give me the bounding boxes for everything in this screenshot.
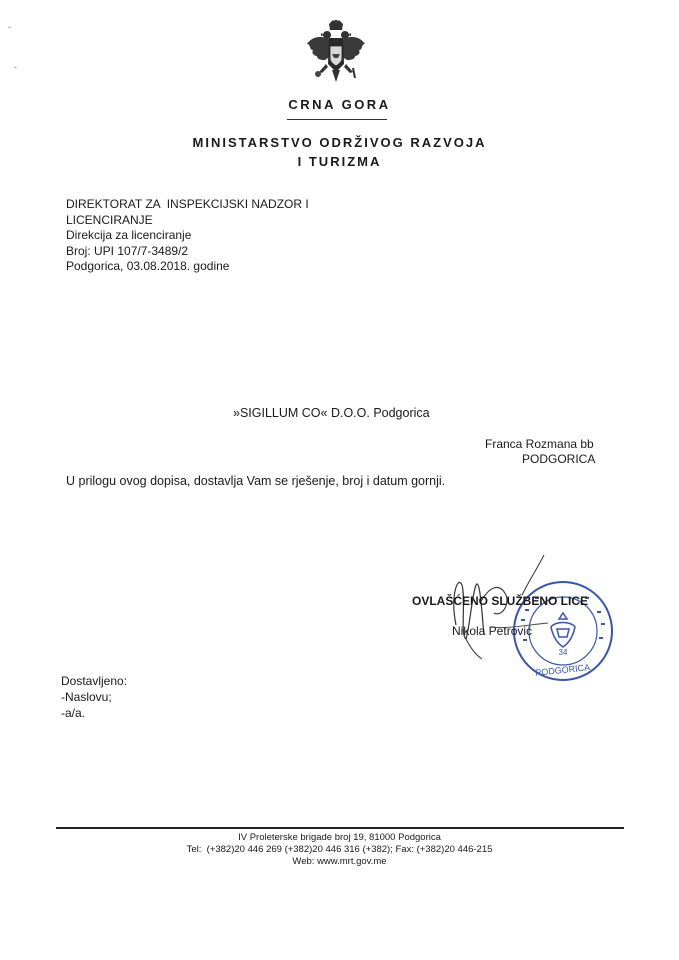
delivered-item: -a/a. <box>61 706 86 720</box>
ministry-line-2: I TURIZMA <box>297 154 382 169</box>
country-name: CRNA GORA <box>288 97 391 112</box>
delivered-label: Dostavljeno: <box>61 674 128 688</box>
footer-address: IV Proleterske brigade broj 19, 81000 Podgorica <box>238 832 441 843</box>
seal-number: 34 <box>558 648 568 657</box>
recipient-name: »SIGILLUM CO« D.O.O. Podgorica <box>233 406 430 420</box>
footer-divider <box>56 827 624 829</box>
header-divider <box>287 119 387 120</box>
department-block <box>66 197 309 275</box>
official-title: OVLAŠĆENO SLUŽBENO LICE <box>412 594 589 608</box>
recipient-city: PODGORICA <box>522 452 596 466</box>
margin-mark: - <box>8 22 11 32</box>
department-line-2: LICENCIRANJE <box>66 212 153 227</box>
margin-mark: - <box>14 62 17 72</box>
seal-city: PODGORICA <box>534 662 591 678</box>
footer-web: Web: www.mrt.gov.me <box>292 856 387 867</box>
department-line-3: Direkcija za licenciranje <box>66 228 192 242</box>
coat-of-arms-icon <box>305 20 367 90</box>
recipient-street: Franca Rozmana bb <box>485 437 594 451</box>
ministry-line-1: MINISTARSTVO ODRŽIVOG RAZVOJA <box>192 135 487 150</box>
letter-body: U prilogu ovog dopisa, dostavlja Vam se rješenje, broj i datum gornji. <box>66 474 446 488</box>
delivered-block <box>61 673 127 721</box>
footer-phones: Tel: (+382)20 446 269 (+382)20 446 316 (+382); Fax: (+382)20 446-215 <box>186 844 493 855</box>
ministry-name <box>0 133 679 171</box>
delivered-item: -Naslovu; <box>61 690 112 704</box>
footer <box>0 832 679 868</box>
document-number: Broj: UPI 107/7-3489/2 <box>66 243 189 258</box>
department-line-1: DIREKTORAT ZA INSPEKCIJSKI NADZOR I <box>66 197 309 211</box>
document-date: Podgorica, 03.08.2018. godine <box>66 259 230 273</box>
recipient-address <box>485 437 595 467</box>
official-name: Nikola Petrović <box>452 624 533 638</box>
